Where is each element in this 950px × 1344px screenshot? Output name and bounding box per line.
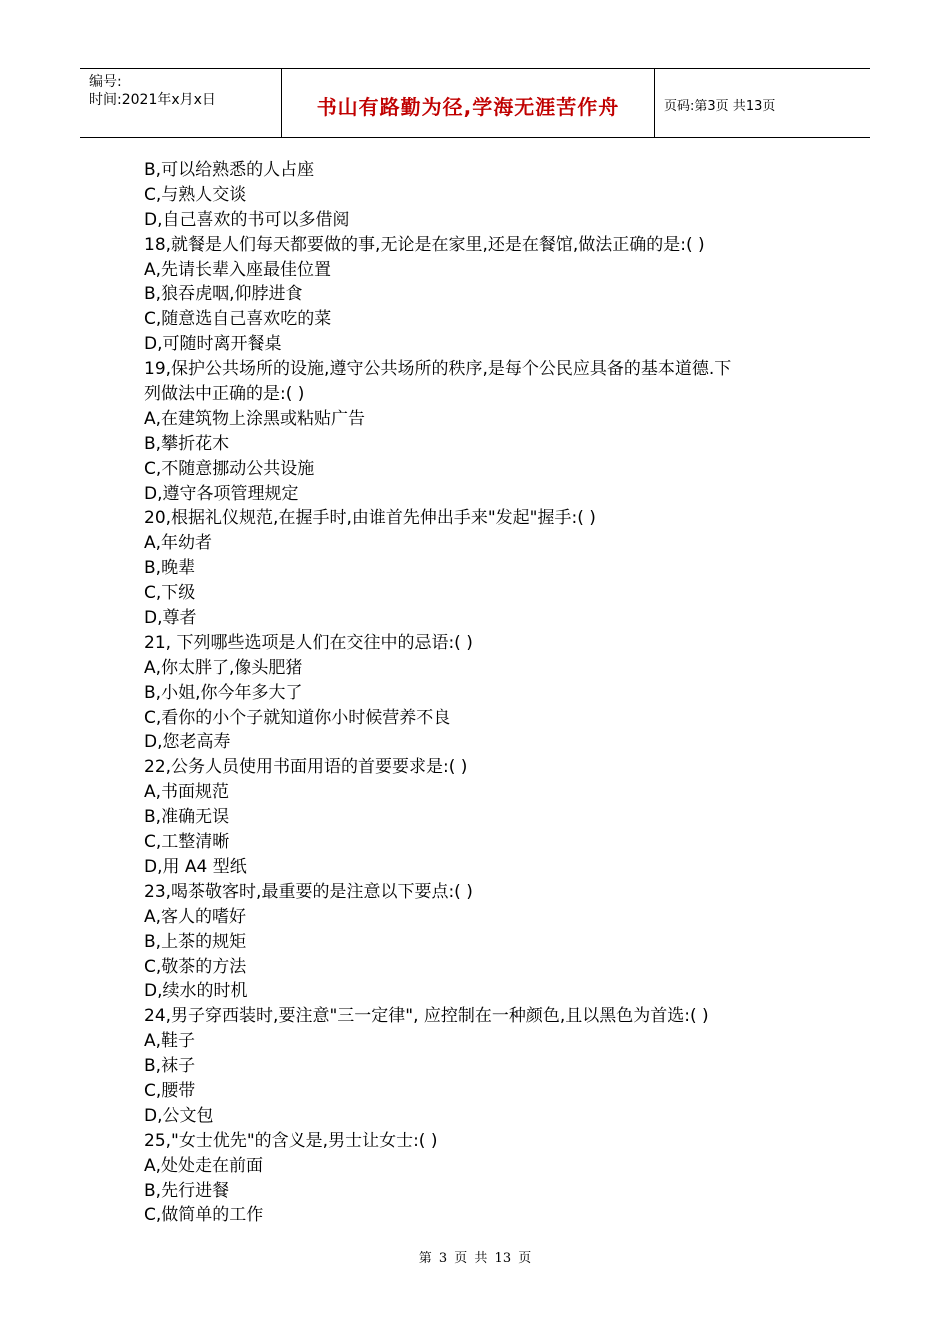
page-header: [80, 68, 870, 138]
text-line: D,公文包: [144, 1105, 214, 1126]
text-line: 24,男子穿西装时,要注意"三一定律", 应控制在一种颜色,且以黑色为首选:( ): [144, 1006, 709, 1027]
page-prefix: 页码:第: [664, 99, 708, 114]
page-mid: 页 共: [715, 99, 746, 114]
text-line: B,上茶的规矩: [144, 931, 247, 952]
text-line: D,您老高寿: [144, 732, 231, 753]
text-line: 22,公务人员使用书面用语的首要要求是:( ): [144, 757, 468, 778]
text-line: A,鞋子: [144, 1031, 196, 1052]
text-line: B,狼吞虎咽,仰脖进食: [144, 284, 303, 305]
text-line: D,可随时离开餐桌: [144, 334, 282, 355]
page-footer: 第 3 页 共 13 页: [418, 1251, 532, 1266]
text-line: C,随意选自己喜欢吃的菜: [144, 309, 332, 330]
text-line: D,续水的时机: [144, 981, 248, 1002]
document-body: [144, 158, 824, 1228]
text-line: 19,保护公共场所的设施,遵守公共场所的秩序,是每个公民应具备的基本道德.下: [144, 359, 732, 380]
page-suffix: 页: [762, 99, 776, 114]
text-line: 20,根据礼仪规范,在握手时,由谁首先伸出手来"发起"握手:( ): [144, 508, 596, 529]
text-line: B,攀折花木: [144, 433, 230, 454]
text-line: C,下级: [144, 583, 196, 604]
text-line: 25,"女士优先"的含义是,男士让女士:( ): [144, 1130, 438, 1151]
text-line: 23,喝茶敬客时,最重要的是注意以下要点:( ): [144, 881, 473, 902]
text-line: D,遵守各项管理规定: [144, 483, 299, 504]
text-line: B,先行进餐: [144, 1180, 230, 1201]
text-line: B,准确无误: [144, 807, 230, 828]
text-line: C,腰带: [144, 1080, 196, 1101]
text-line: 列做法中正确的是:( ): [144, 384, 305, 405]
text-line: D,尊者: [144, 608, 197, 629]
text-line: C,与熟人交谈: [144, 184, 247, 205]
text-line: C,敬茶的方法: [144, 956, 247, 977]
text-line: 21, 下列哪些选项是人们在交往中的忌语:( ): [144, 632, 473, 653]
text-line: A,在建筑物上涂黑或粘贴广告: [144, 408, 366, 429]
header-meta: [89, 73, 279, 109]
header-divider: [654, 69, 655, 137]
text-line: A,先请长辈入座最佳位置: [144, 259, 332, 280]
text-line: B,可以给熟悉的人占座: [144, 160, 315, 180]
page-number: 3: [707, 99, 716, 114]
text-line: B,袜子: [144, 1056, 196, 1077]
page-indicator: [664, 95, 775, 114]
text-line: B,晚辈: [144, 558, 196, 579]
text-line: C,看你的小个子就知道你小时候营养不良: [144, 707, 451, 728]
text-line: D,用 A4 型纸: [144, 856, 247, 877]
date-line: 时间:2021年x月x日: [89, 92, 216, 108]
text-line: C,不随意挪动公共设施: [144, 458, 315, 479]
text-line: A,书面规范: [144, 782, 230, 803]
text-line: C,工整清晰: [144, 832, 230, 853]
text-line: D,自己喜欢的书可以多借阅: [144, 209, 350, 230]
text-line: A,处处走在前面: [144, 1155, 264, 1176]
text-line: A,年幼者: [144, 533, 213, 554]
text-line: C,做简单的工作: [144, 1205, 264, 1226]
page-total: 13: [745, 99, 763, 114]
text-line: A,你太胖了,像头肥猪: [144, 657, 303, 678]
text-line: B,小姐,你今年多大了: [144, 682, 303, 703]
text-line: A,客人的嗜好: [144, 906, 247, 927]
header-motto: 书山有路勤为径,学海无涯苦作舟: [316, 95, 620, 119]
text-line: 18,就餐是人们每天都要做的事,无论是在家里,还是在餐馆,做法正确的是:( ): [144, 234, 705, 255]
serial-label: 编号:: [89, 74, 122, 90]
